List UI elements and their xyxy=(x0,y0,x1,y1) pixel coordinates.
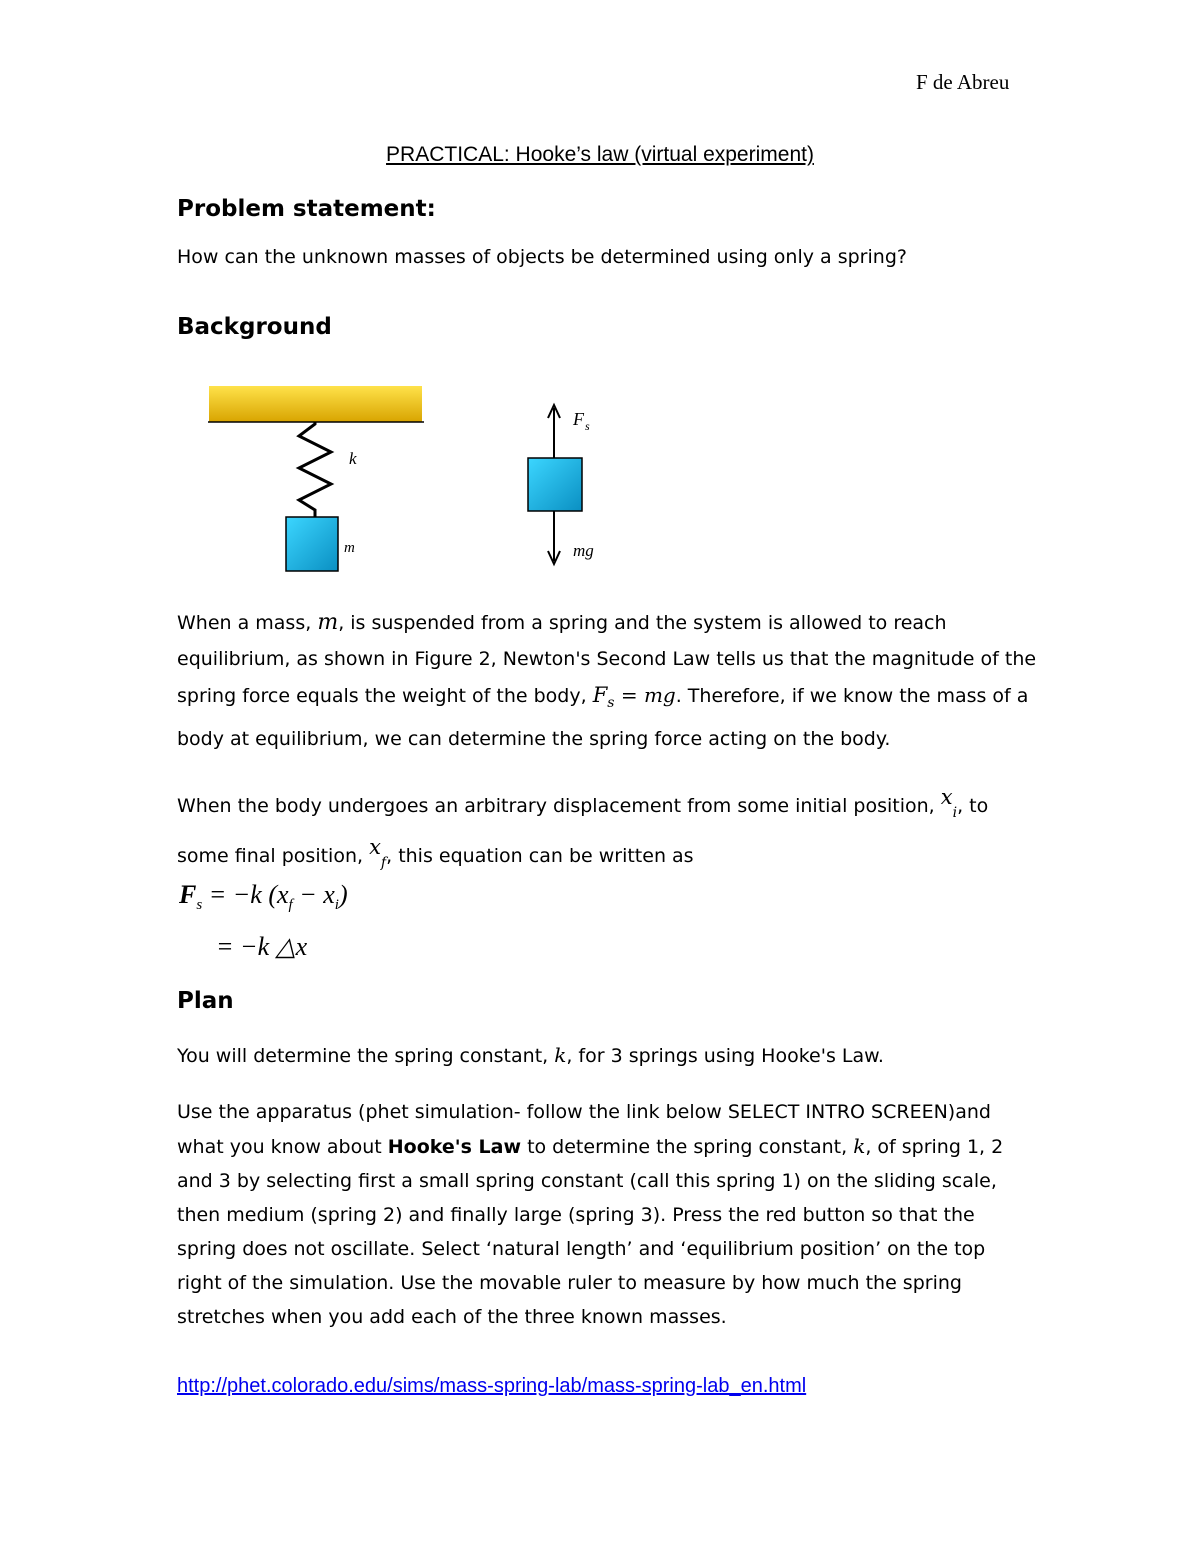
weight-label: mg xyxy=(573,541,594,560)
spring-force-label: F xyxy=(573,409,584,429)
ceiling-bar xyxy=(209,386,422,422)
equation-line-1: $F_s = -k$ $(x_f - x_i)$ xyxy=(179,880,348,914)
mass-label: m xyxy=(344,540,355,556)
spring-force-subscript: s xyxy=(585,419,590,433)
spring-force-figure xyxy=(205,380,625,580)
hanging-mass xyxy=(286,517,338,571)
spring xyxy=(299,422,331,517)
background-heading: Background xyxy=(177,314,332,340)
phet-simulation-link[interactable]: http://phet.colorado.edu/sims/mass-spring-lab/mass-spring-lab_en.html xyxy=(177,1375,807,1397)
paragraph-displacement: When the body undergoes an arbitrary displacement from some initial position, $x_i$, to some final position, $x_f$, this equation can be written as xyxy=(177,785,989,871)
problem-text: How can the unknown masses of objects be determined using only a spring? xyxy=(177,246,907,268)
author-name: F de Abreu xyxy=(916,70,1010,94)
paragraph-equilibrium: When a mass, m, is suspended from a spring and the system is allowed to reach equilibrium, as shown in Figure 2, Newton's Second Law tells us that the magnitude of the spring force equals the weight of the body, $F_s$ = mg. Therefore, if we know the mass of a body at equilibrium, we can determine the spring force acting on the body. xyxy=(177,610,1037,750)
equation-line-2: = −k △x xyxy=(216,932,308,961)
free-body-block xyxy=(528,458,582,511)
plan-paragraph-2: Use the apparatus (phet simulation- follow the link below SELECT INTRO SCREEN)and what you know about Hooke's Law to determine the spring constant, k, of spring 1, 2 and 3 by selecting first a small spring constant (call this spring 1) on the sliding scale, then medium (spring 2) and finally large (spring 3). Press the red button so that the spring does not oscillate. Select ‘natural length’ and ‘equilibrium position’ on the top right of the simulation. Use the movable ruler to measure by how much the spring stretches when you add each of the three known masses. xyxy=(177,1101,1004,1328)
page-title: PRACTICAL: Hooke’s law (virtual experiment) xyxy=(386,143,814,166)
problem-heading: Problem statement: xyxy=(177,196,436,222)
plan-paragraph-1: You will determine the spring constant, k, for 3 springs using Hooke's Law. xyxy=(177,1043,884,1067)
spring-constant-label: k xyxy=(349,449,357,468)
plan-heading: Plan xyxy=(177,988,234,1014)
